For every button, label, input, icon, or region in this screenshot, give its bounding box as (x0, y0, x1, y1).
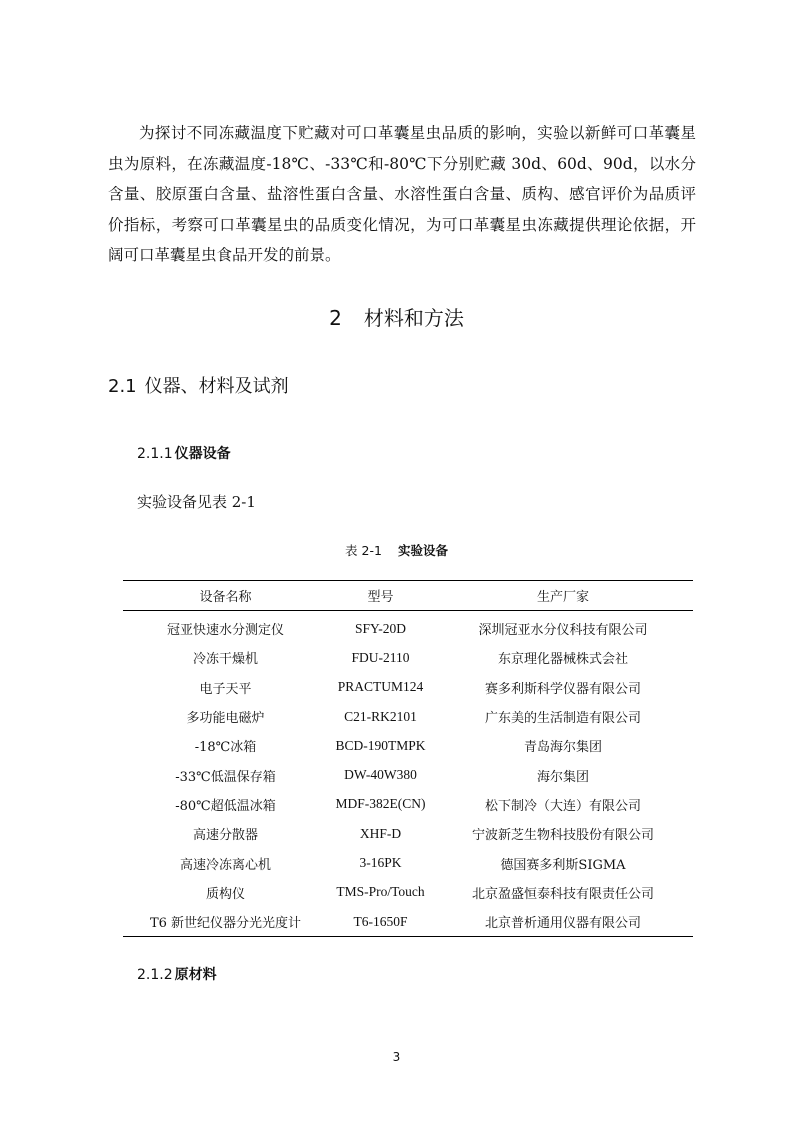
cell-equipment-name: 冠亚快速水分测定仪 (166, 623, 284, 639)
table-row (123, 907, 693, 937)
intro-paragraph: 为探讨不同冻藏温度下贮藏对可口革囊星虫品质的影响，实验以新鲜可口革囊星虫为原料，在冻藏温度-18℃、-33℃和-80℃下分别贮藏 30d、60d、90d，以水分含量、胶原蛋白含量、盐溶性蛋白含量、水溶性蛋白含量、质构、感官评价为品质评价指标，考察可口革囊星虫的品质变化情况，为可口革囊星虫冻藏提供理论依据，开阔可口革囊星虫食品开发的前景。 (108, 124, 696, 264)
table-caption (0, 541, 793, 559)
cell-equipment-name: 高速分散器 (192, 828, 258, 844)
cell-equipment-name: 电子天平 (199, 681, 252, 697)
cell-manufacturer: 深圳冠亚水分仪科技有限公司 (478, 623, 648, 639)
subsection-number: 2.1.1 (137, 446, 173, 462)
section-number: 2.1 (108, 376, 137, 397)
cell-model: 3-16PK (359, 855, 402, 871)
subsection-heading-equipment (137, 443, 231, 463)
cell-manufacturer: 德国赛多利斯SIGMA (500, 857, 626, 873)
chapter-title: 材料和方法 (363, 306, 464, 330)
cell-model: PRACTUM124 (337, 679, 424, 695)
cell-model: XHF-D (359, 825, 402, 841)
chapter-heading (0, 302, 793, 331)
table-row (123, 848, 693, 877)
cell-equipment-name: -80℃超低温冰箱 (175, 798, 276, 814)
cell-model: SFY-20D (354, 620, 406, 636)
cell-manufacturer: 东京理化器械株式会社 (497, 652, 628, 668)
cell-model: TMS-Pro/Touch (336, 884, 425, 900)
cell-model: BCD-190TMPK (335, 737, 426, 753)
section-title: 仪器、材料及试剂 (144, 376, 289, 397)
cell-manufacturer: 赛多利斯科学仪器有限公司 (484, 681, 641, 697)
cell-manufacturer: 海尔集团 (536, 769, 589, 785)
cell-equipment-name: 冷冻干燥机 (192, 652, 258, 668)
cell-equipment-name: 高速冷冻离心机 (179, 857, 271, 873)
header-manufacturer: 生产厂家 (433, 581, 693, 611)
table-caption-number: 表 2-1 (345, 543, 382, 558)
cell-model: FDU-2110 (351, 649, 410, 665)
table-body (123, 611, 693, 937)
table-row (123, 643, 693, 672)
subsection-title: 仪器设备 (174, 446, 231, 462)
subsection-heading-materials (137, 964, 217, 984)
cell-model: DW-40W380 (344, 767, 417, 783)
section-heading (108, 372, 289, 398)
header-equipment-name: 设备名称 (123, 581, 328, 611)
table-row (123, 731, 693, 760)
page-number: 3 (392, 1050, 401, 1064)
equipment-intro-text: 实验设备见表 2-1 (137, 493, 256, 511)
chapter-number: 2 (329, 306, 342, 330)
equipment-table (123, 580, 693, 937)
cell-equipment-name: -18℃冰箱 (194, 740, 257, 756)
subsection-number: 2.1.2 (137, 967, 173, 983)
cell-equipment-name: 质构仪 (205, 886, 245, 902)
table-row (123, 611, 693, 644)
cell-equipment-name: 多功能电磁炉 (186, 711, 265, 727)
cell-manufacturer: 青岛海尔集团 (523, 740, 602, 756)
table-caption-title: 实验设备 (397, 543, 448, 558)
cell-equipment-name: T6 新世纪仪器分光光度计 (123, 907, 328, 937)
cell-model: C21-RK2101 (344, 708, 417, 724)
cell-model: T6-1650F (328, 907, 433, 937)
cell-model: MDF-382E(CN) (335, 796, 426, 812)
table-row (123, 790, 693, 819)
cell-manufacturer: 松下制冷（大连）有限公司 (484, 798, 641, 814)
header-model: 型号 (328, 581, 433, 611)
cell-manufacturer: 北京普析通用仪器有限公司 (433, 907, 693, 937)
cell-manufacturer: 宁波新芝生物科技股份有限公司 (471, 828, 654, 844)
table-row (123, 878, 693, 907)
table-row (123, 702, 693, 731)
table-header-row (123, 581, 693, 611)
cell-manufacturer: 北京盈盛恒泰科技有限责任公司 (471, 886, 654, 902)
table-row (123, 760, 693, 789)
cell-equipment-name: -33℃低温保存箱 (175, 769, 276, 785)
subsection-title: 原材料 (174, 967, 217, 983)
table-row (123, 819, 693, 848)
cell-manufacturer: 广东美的生活制造有限公司 (484, 711, 641, 727)
table-row (123, 673, 693, 702)
